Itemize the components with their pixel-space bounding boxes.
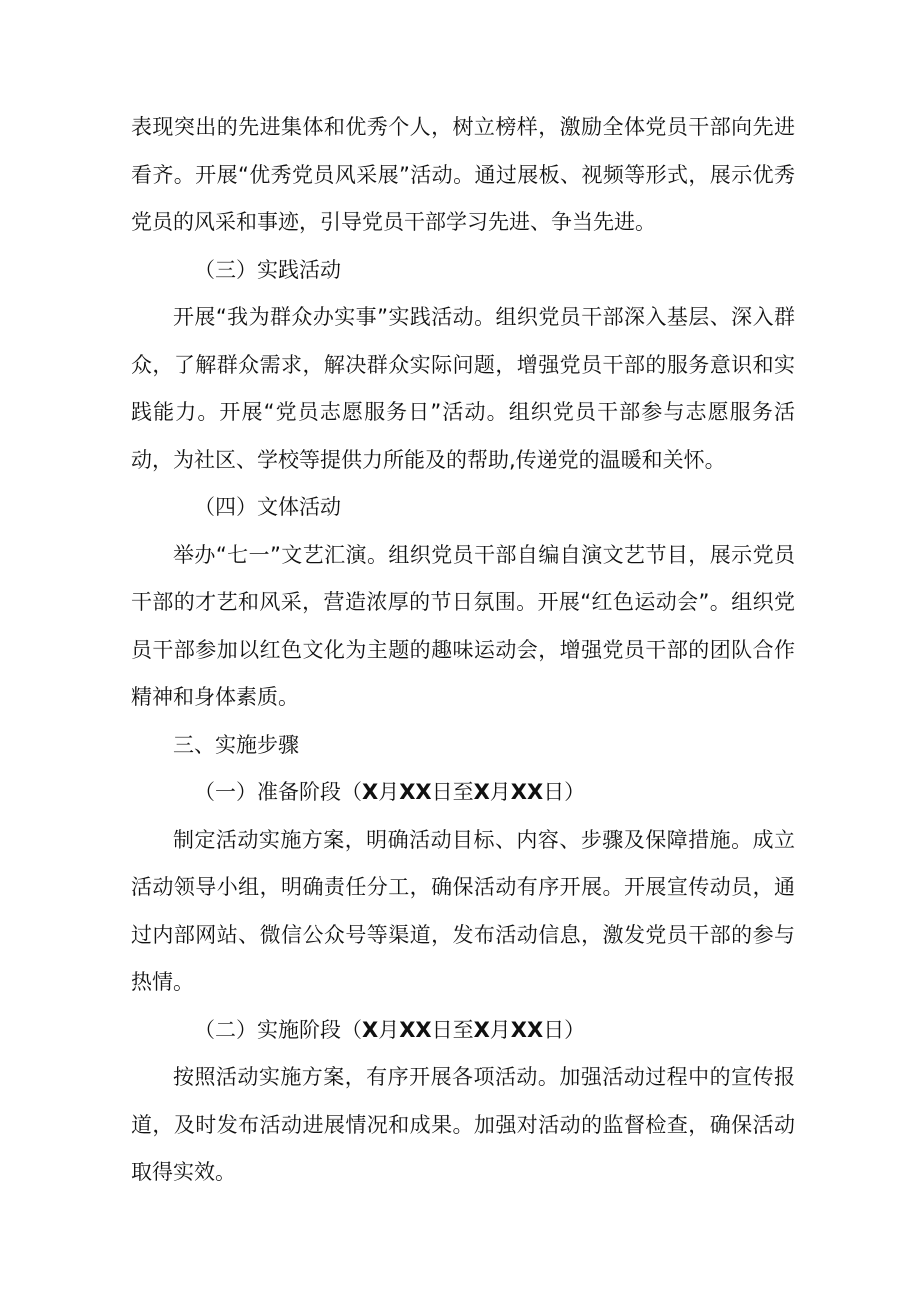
phase-label: （二）实施阶段（: [194, 1017, 362, 1042]
subheading-implementation-phase: [131, 1007, 795, 1055]
day-placeholder: XX: [399, 1017, 432, 1042]
practice-activities-paragraph: 开展“我为群众办实事”实践活动。组织党员干部深入基层、深入群众，了解群众需求，解决群众实际问题，增强党员干部的服务意识和实践能力。开展“党员志愿服务日”活动。组织党员干部参与志愿服务活动，为社区、学校等提供力所能及的帮助,传递党的温暖和关怀。: [131, 305, 795, 472]
culture-sports-paragraph: 举办“七一”文艺汇演。组织党员干部自编自演文艺节目，展示党员干部的才艺和风采，营造浓厚的节日氛围。开展“红色运动会”。组织党员干部参加以红色文化为主题的趣味运动会，增强党员干部的团队合作精神和身体素质。: [131, 542, 795, 709]
month-unit: 月: [489, 1017, 511, 1042]
month-placeholder: X: [473, 1017, 490, 1042]
implementation-phase-paragraph: 按照活动实施方案，有序开展各项活动。加强活动过程中的宣传报道，及时发布活动进展情况和成果。加强对活动的监督检查，确保活动取得实效。: [131, 1065, 795, 1184]
day-to-label: 日至: [431, 780, 474, 804]
month-unit: 月: [378, 780, 400, 804]
subheading-practice-activities: （三）实践活动: [194, 257, 341, 282]
section-heading-implementation-steps: 三、实施步骤: [173, 732, 299, 757]
day-placeholder: XX: [510, 1017, 544, 1042]
day-to-label: 日至: [431, 1017, 474, 1042]
month-placeholder: X: [362, 780, 379, 804]
subheading-preparation-phase: [131, 769, 795, 817]
phase-suffix: 日）: [543, 1017, 586, 1042]
month-unit: 月: [489, 780, 511, 804]
month-unit: 月: [378, 1017, 400, 1042]
day-placeholder: XX: [510, 780, 544, 804]
phase-label: （一）准备阶段（: [194, 780, 362, 804]
phase-suffix: 日）: [543, 780, 586, 804]
subheading-culture-sports-activities: （四）文体活动: [194, 495, 341, 519]
document-body: [131, 104, 795, 1197]
preparation-phase-paragraph: 制定活动实施方案，明确活动目标、内容、步骤及保障措施。成立活动领导小组，明确责任分工，确保活动有序开展。开展宣传动员，通过内部网站、微信公众号等渠道，发布活动信息，激发党员干部的参与热情。: [131, 827, 795, 994]
intro-continuation-paragraph: 表现突出的先进集体和优秀个人，树立榜样，激励全体党员干部向先进看齐。开展“优秀党员风采展”活动。通过展板、视频等形式，展示优秀党员的风采和事迹，引导党员干部学习先进、争当先进。: [131, 115, 795, 234]
month-placeholder: X: [473, 780, 490, 804]
day-placeholder: XX: [399, 780, 432, 804]
month-placeholder: X: [362, 1017, 379, 1042]
